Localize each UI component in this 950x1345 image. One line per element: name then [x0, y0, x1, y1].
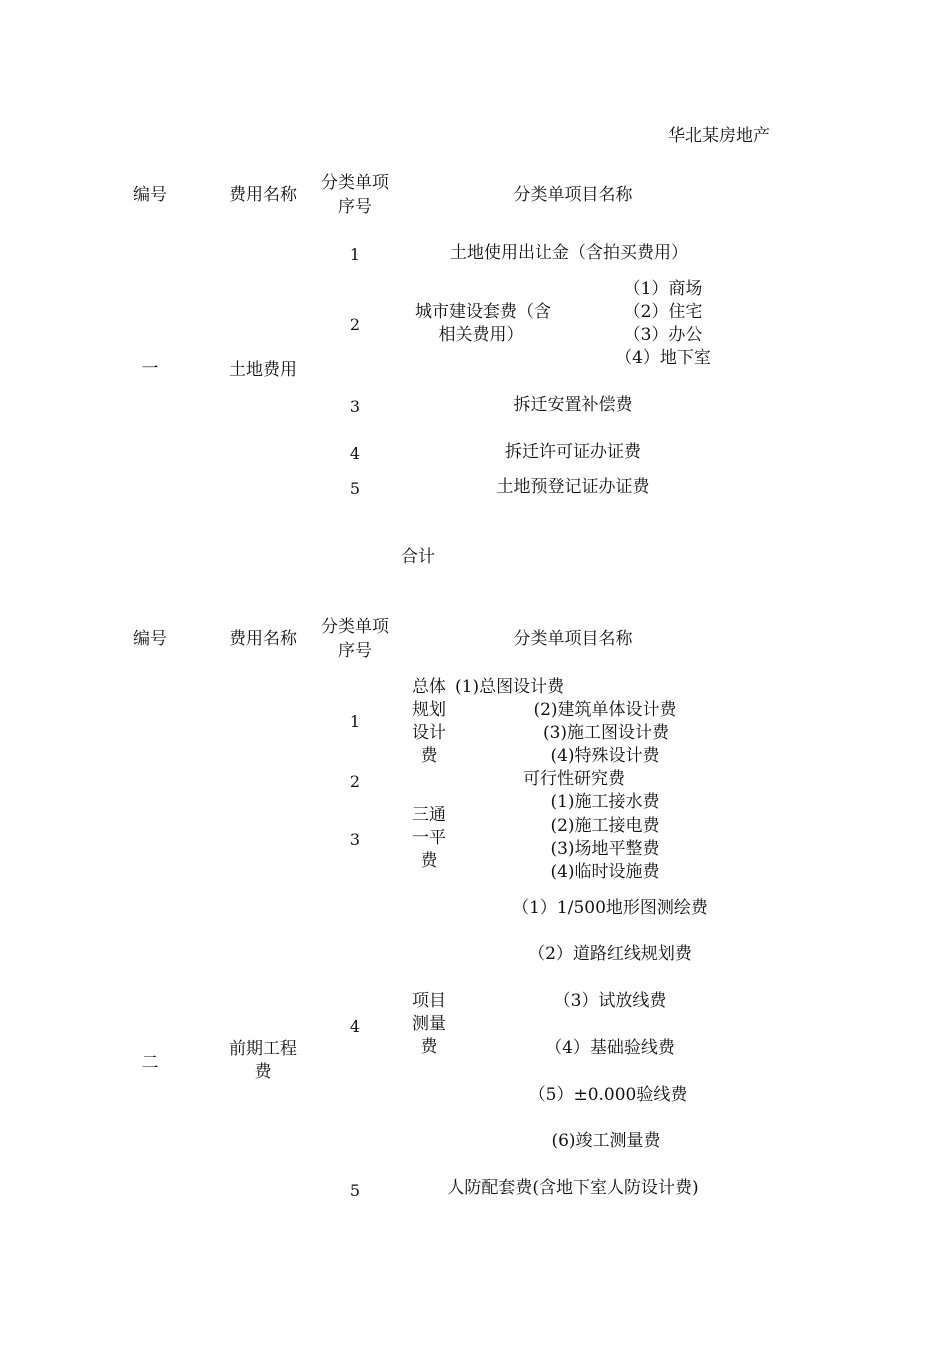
- s2-row3-sub2: (2)施工接电费: [550, 816, 660, 836]
- header2-seq-line1: 分类单项: [321, 617, 389, 637]
- s2-row1-sub1: (1)总图设计费: [455, 677, 565, 697]
- section2-name-line2: 费: [254, 1062, 272, 1082]
- s2-row4-cat2: 测量: [412, 1014, 446, 1034]
- s1-row5-seq: 5: [349, 479, 361, 498]
- s2-row5-seq: 5: [349, 1181, 361, 1200]
- section1-total: 合计: [401, 547, 435, 567]
- s1-row2-sub2: （2）住宅: [623, 302, 703, 322]
- s1-row2-sub3: （3）办公: [623, 325, 703, 345]
- s1-row2-sub4: （4）地下室: [615, 348, 711, 368]
- header2-no: 编号: [133, 629, 167, 649]
- s2-row4-sub2: （2）道路红线规划费: [528, 944, 692, 964]
- section2-no: 二: [141, 1053, 159, 1073]
- company-name: 华北某房地产: [668, 126, 770, 146]
- s2-row1-seq: 1: [349, 712, 361, 731]
- section1-no: 一: [141, 359, 159, 379]
- section2-name-line1: 前期工程: [229, 1039, 297, 1059]
- s2-row4-sub4: （4）基础验线费: [545, 1038, 675, 1058]
- s2-row3-seq: 3: [349, 830, 361, 849]
- s1-row2-item-line1: 城市建设套费（含: [415, 302, 551, 322]
- s1-row2-seq: 2: [349, 315, 361, 334]
- s1-row4-item: 拆迁许可证办证费: [505, 442, 641, 462]
- s2-row3-sub3: (3)场地平整费: [550, 839, 660, 859]
- header-no: 编号: [133, 185, 167, 205]
- s2-row1-cat2: 规划: [412, 700, 446, 720]
- s2-row1-sub3: (3)施工图设计费: [542, 723, 670, 743]
- header-fee-name: 费用名称: [229, 185, 297, 205]
- s2-row3-sub4: (4)临时设施费: [550, 862, 660, 882]
- header2-item-name: 分类单项目名称: [513, 629, 633, 649]
- s2-row3-cat3: 费: [420, 851, 438, 871]
- s2-row1-cat3: 设计: [412, 723, 446, 743]
- s2-row1-sub4: (4)特殊设计费: [550, 746, 660, 766]
- header2-seq-line2: 序号: [338, 641, 372, 661]
- s2-row4-sub6: (6)竣工测量费: [551, 1131, 661, 1151]
- s1-row1-item: 土地使用出让金（含拍买费用）: [450, 243, 688, 263]
- s2-row1-cat1: 总体: [412, 677, 446, 697]
- s1-row2-item-line2: 相关费用）: [438, 325, 524, 345]
- header-seq-line2: 序号: [338, 197, 372, 217]
- s2-row3-cat1: 三通: [412, 805, 446, 825]
- s1-row3-item: 拆迁安置补偿费: [513, 395, 633, 415]
- s2-row4-cat3: 费: [420, 1037, 438, 1057]
- s2-row5-item: 人防配套费(含地下室人防设计费): [447, 1178, 699, 1198]
- s2-row4-seq: 4: [349, 1017, 361, 1036]
- s2-row4-sub5: （5）±0.000验线费: [528, 1085, 688, 1105]
- s2-row1-cat4: 费: [420, 746, 438, 766]
- s2-row3-sub1: (1)施工接水费: [550, 792, 660, 812]
- s2-row4-cat1: 项目: [412, 991, 446, 1011]
- s2-row4-sub1: （1）1/500地形图测绘费: [512, 898, 708, 918]
- s1-row1-seq: 1: [349, 245, 361, 264]
- s1-row3-seq: 3: [349, 397, 361, 416]
- s1-row5-item: 土地预登记证办证费: [496, 477, 650, 497]
- s1-row4-seq: 4: [349, 444, 361, 463]
- header-item-name: 分类单项目名称: [513, 185, 633, 205]
- s2-row3-cat2: 一平: [412, 828, 446, 848]
- s1-row2-sub1: （1）商场: [623, 279, 703, 299]
- header-seq-line1: 分类单项: [321, 173, 389, 193]
- header2-fee-name: 费用名称: [229, 629, 297, 649]
- s2-row2-item: 可行性研究费: [523, 769, 625, 789]
- s2-row1-sub2: (2)建筑单体设计费: [533, 700, 677, 720]
- s2-row2-seq: 2: [349, 772, 361, 791]
- section1-name: 土地费用: [229, 360, 297, 380]
- s2-row4-sub3: （3）试放线费: [553, 991, 667, 1011]
